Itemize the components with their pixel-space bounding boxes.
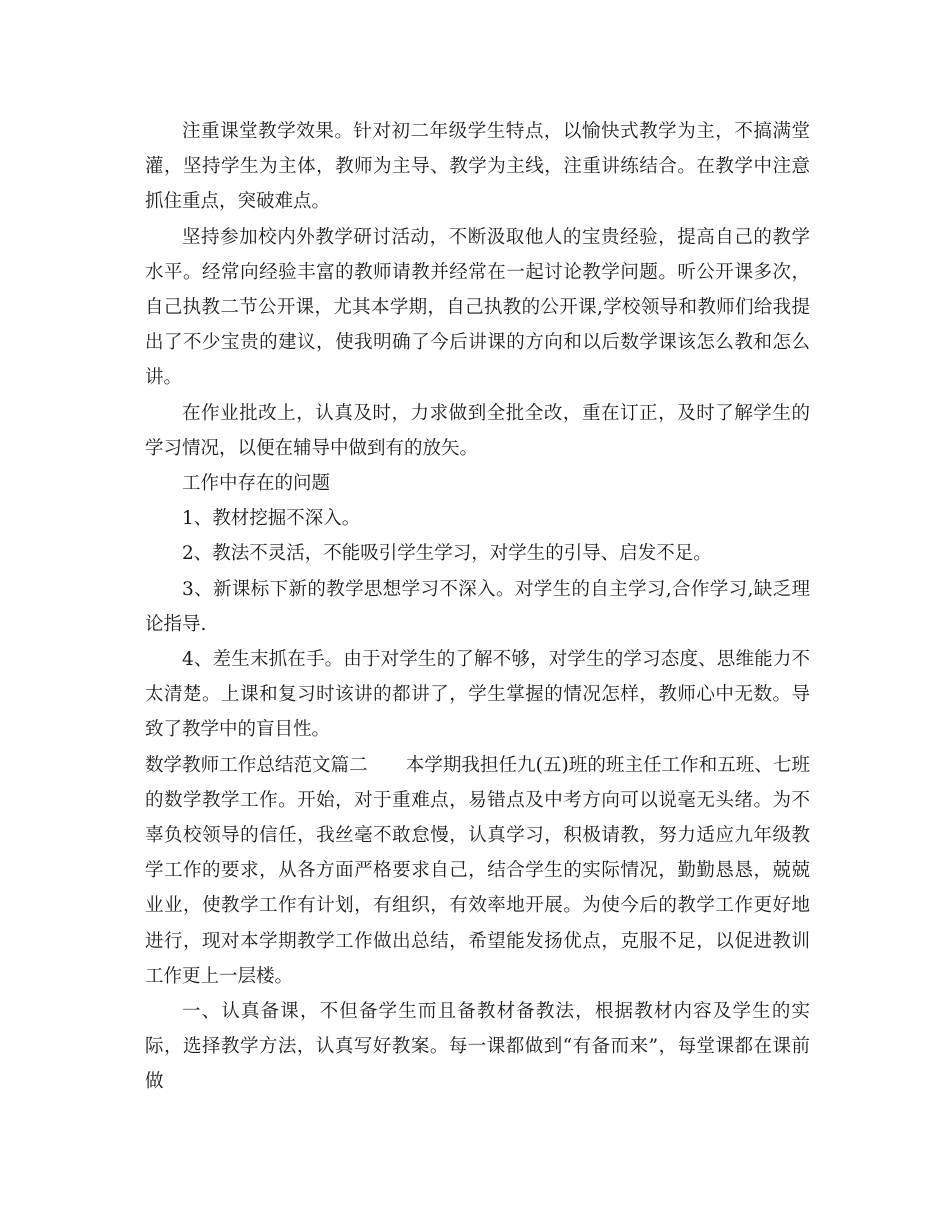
problem-item-4: 4、差生末抓在手。由于对学生的了解不够，对学生的学习态度、思维能力不太清楚。上课和复习时该讲的都讲了，学生掌握的情况怎样，教师心中无数。导致了教学中的盲目性。 bbox=[145, 649, 810, 741]
problem-item-3: 3、新课标下新的教学思想学习不深入。对学生的自主学习,合作学习,缺乏理论指导. bbox=[145, 578, 810, 635]
problem-item-1: 1、教材挖掘不深入。 bbox=[182, 508, 361, 530]
problem-item-2: 2、教法不灵活，不能吸引学生学习，对学生的引导、启发不足。 bbox=[182, 543, 712, 565]
section-body: 本学期我担任九(五)班的班主任工作和五班、七班的数学教学工作。开始，对于重难点，易错点及中考方向可以说毫无头绪。为不辜负校领导的信任，我丝毫不敢怠慢，认真学习，积极请教，努力适应九年级教学工作的要求，从各方面严格要求自己，结合学生的实际情况，勤勤恳恳，兢兢业业，使教学工作有计划，有组织，有效率地开展。为使今后的教学工作更好地进行，现对本学期教学工作做出总结，希望能发扬优点，克服不足，以促进教训工作更上一层楼。 bbox=[145, 754, 810, 987]
document-body bbox=[145, 114, 810, 1100]
section-two-paragraph bbox=[145, 748, 810, 994]
paragraph-homework-correction: 在作业批改上，认真及时，力求做到全批全改，重在订正，及时了解学生的学习情况，以便在辅导中做到有的放矢。 bbox=[145, 402, 810, 459]
section-title: 数学教师工作总结范文篇二 bbox=[145, 754, 368, 776]
paragraph-classroom-effect: 注重课堂教学效果。针对初二年级学生特点，以愉快式教学为主，不搞满堂灌，坚持学生为主体，教师为主导、教学为主线，注重讲练结合。在教学中注意抓住重点，突破难点。 bbox=[145, 121, 810, 213]
heading-existing-problems: 工作中存在的问题 bbox=[182, 473, 331, 495]
paragraph-lesson-preparation: 一、认真备课，不但备学生而且备教材备教法，根据教材内容及学生的实际，选择教学方法，认真写好教案。每一课都做到“有备而来”，每堂课都在课前做 bbox=[145, 1001, 810, 1093]
paragraph-research-activities: 坚持参加校内外教学研讨活动，不断汲取他人的宝贵经验，提高自己的教学水平。经常向经验丰富的教师请教并经常在一起讨论教学问题。听公开课多次，自己执教二节公开课，尤其本学期，自己执教的公开课,学校领导和教师们给我提出了不少宝贵的建议，使我明确了今后讲课的方向和以后数学课该怎么教和怎么讲。 bbox=[145, 226, 810, 389]
